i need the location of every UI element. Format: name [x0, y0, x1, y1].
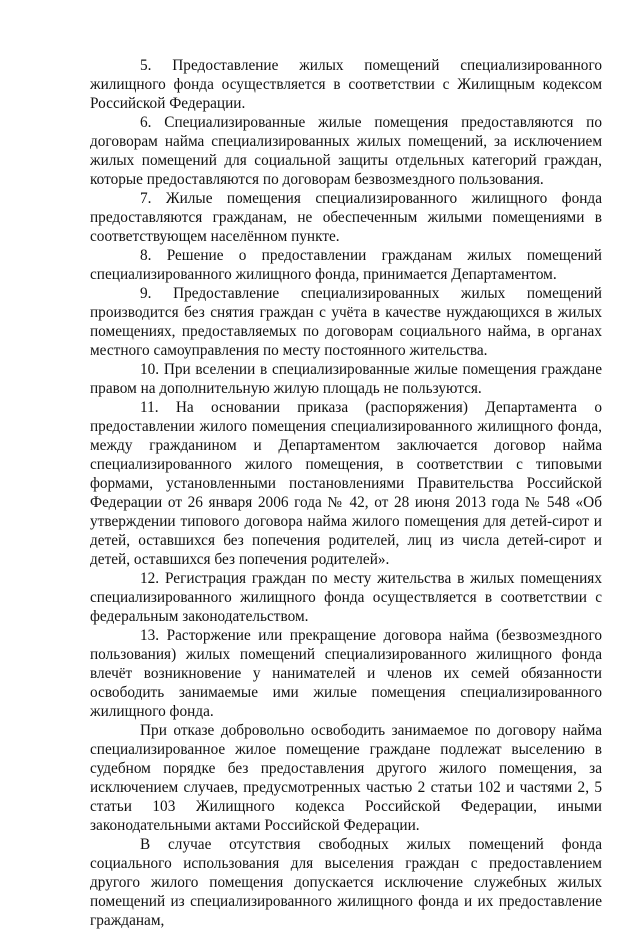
paragraph-9: 9. Предоставление специализированных жилых помещений производится без снятия граждан с учёта в качестве нуждающихся в жилых помещениях, предоставляемых по договорам социального найма, в органах местного самоуправления по месту постоянного жительства. [90, 285, 602, 359]
paragraph-13: 13. Расторжение или прекращение договора найма (безвозмездного пользования) жилых помещений специализированного жилищного фонда влечёт возникновение у нанимателей и членов их семей обязанности освободить занимаемые ими жилые помещения специализированного жилищного фонда. [90, 627, 602, 720]
paragraph-7: 7. Жилые помещения специализированного жилищного фонда предоставляются гражданам, не обеспеченным жилыми помещениями в соответствующем населённом пункте. [90, 190, 602, 245]
paragraph-6: 6. Специализированные жилые помещения предоставляются по договорам найма специализированных жилых помещений, за исключением жилых помещений для социальной защиты отдельных категорий граждан, которые предоставляются по договорам безвозмездного пользования. [90, 114, 602, 188]
paragraph-12: 12. Регистрация граждан по месту жительства в жилых помещениях специализированного жилищного фонда осуществляется в соответствии с федеральным законодательством. [90, 570, 602, 625]
paragraph-8: 8. Решение о предоставлении гражданам жилых помещений специализированного жилищного фонда, принимается Департаментом. [90, 247, 602, 283]
paragraph-no-vacancy: В случае отсутствия свободных жилых помещений фонда социального использования для выселения граждан с предоставлением другого жилого помещения допускается исключение служебных жилых помещений из специализированного жилищного фонда и их предоставление гражданам, [90, 836, 602, 929]
document-page [90, 56, 602, 930]
paragraph-eviction: При отказе добровольно освободить занимаемое по договору найма специализированное жилое помещение граждане подлежат выселению в судебном порядке без предоставления другого жилого помещения, за исключением случаев, предусмотренных частью 2 статьи 102 и частями 2, 5 статьи 103 Жилищного кодекса Российской Федерации, иными законодательными актами Российской Федерации. [90, 722, 602, 834]
paragraph-11: 11. На основании приказа (распоряжения) Департамента о предоставлении жилого помещения специализированного жилищного фонда, между гражданином и Департаментом заключается договор найма специализированного жилого помещения, в соответствии с типовыми формами, установленными постановлениями Правительства Российской Федерации от 26 января 2006 года № 42, от 28 июня 2013 года № 548 «Об утверждении типового договора найма жилого помещения для детей-сирот и детей, оставшихся без попечения родителей, лиц из числа детей-сирот и детей, оставшихся без попечения родителей». [90, 399, 602, 568]
paragraph-10: 10. При вселении в специализированные жилые помещения граждане правом на дополнительную жилую площадь не пользуются. [90, 361, 602, 397]
paragraph-5: 5. Предоставление жилых помещений специализированного жилищного фонда осуществляется в соответствии с Жилищным кодексом Российской Федерации. [90, 57, 602, 112]
